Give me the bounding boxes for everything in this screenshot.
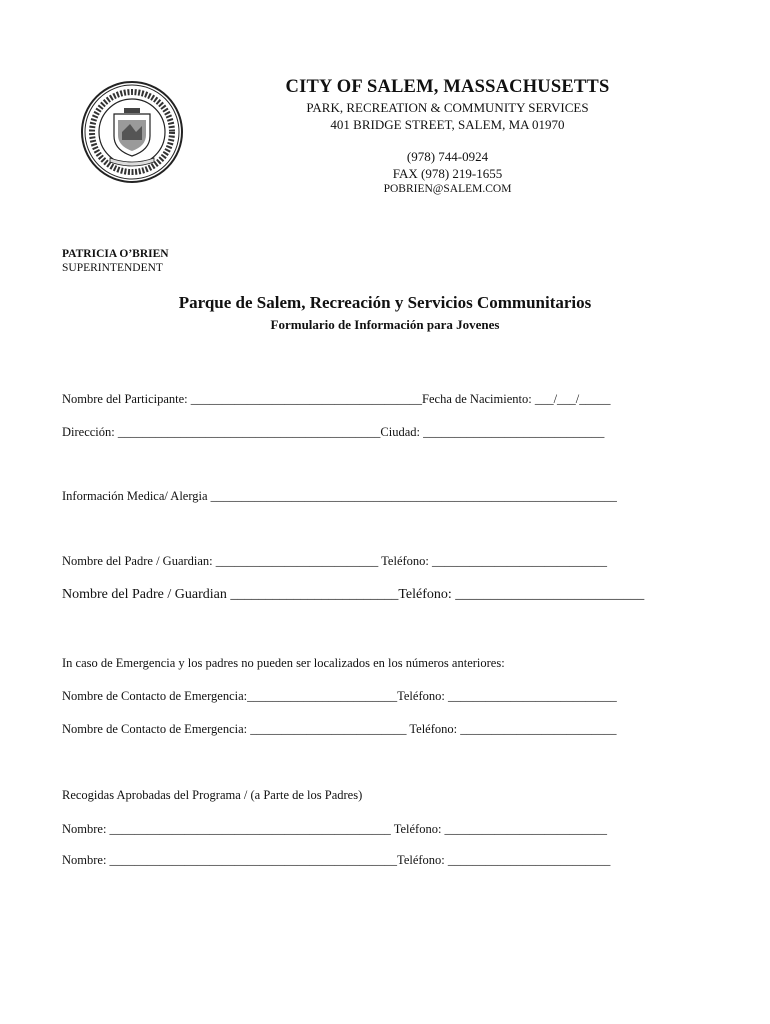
department-name: PARK, RECREATION & COMMUNITY SERVICES [306,100,589,115]
pickup-1-field[interactable]: Nombre: _____________________________________________ Teléfono: __________________________ [62,822,608,836]
department-email: POBRIEN@SALEM.COM [383,183,512,195]
city-seal [80,80,184,184]
superintendent-title: SUPERINTENDENT [62,262,163,274]
form-subtitle: Formulario de Información para Jovenes [270,317,500,332]
emergency-note: In caso de Emergencia y los padres no pueden ser localizados en los números anteriores: [62,656,505,670]
department-phone: (978) 744-0924 [406,149,489,164]
city-seal-graphic [80,80,184,184]
emergency-contact-1-field[interactable]: Nombre de Contacto de Emergencia:________________________Teléfono: ___________________________ [62,689,617,703]
parent-guardian-2-field[interactable]: Nombre del Padre / Guardian ________________________Teléfono: ___________________________ [62,587,645,602]
medical-allergy-field[interactable]: Información Medica/ Alergia _________________________________________________________________ [62,489,617,503]
superintendent-name: PATRICIA O’BRIEN [62,248,169,260]
department-address: 401 BRIDGE STREET, SALEM, MA 01970 [330,117,565,132]
parent-guardian-1-field[interactable]: Nombre del Padre / Guardian: __________________________ Teléfono: ____________________________ [62,554,608,568]
approved-pickups-heading: Recogidas Aprobadas del Programa / (a Parte de los Padres) [62,788,363,802]
participant-name-field[interactable]: Nombre del Participante: _____________________________________Fecha de Nacimiento: ___/___/_____ [62,392,611,406]
emergency-contact-2-field[interactable]: Nombre de Contacto de Emergencia: _________________________ Teléfono: _________________________ [62,722,617,736]
address-field[interactable]: Dirección: __________________________________________Ciudad: _____________________________ [62,425,605,439]
department-fax: FAX (978) 219-1655 [392,166,503,181]
city-name: CITY OF SALEM, MASSACHUSETTS [285,77,610,97]
form-title: Parque de Salem, Recreación y Servicios Communitarios [178,293,592,312]
pickup-2-field[interactable]: Nombre: ______________________________________________Teléfono: __________________________ [62,853,611,867]
